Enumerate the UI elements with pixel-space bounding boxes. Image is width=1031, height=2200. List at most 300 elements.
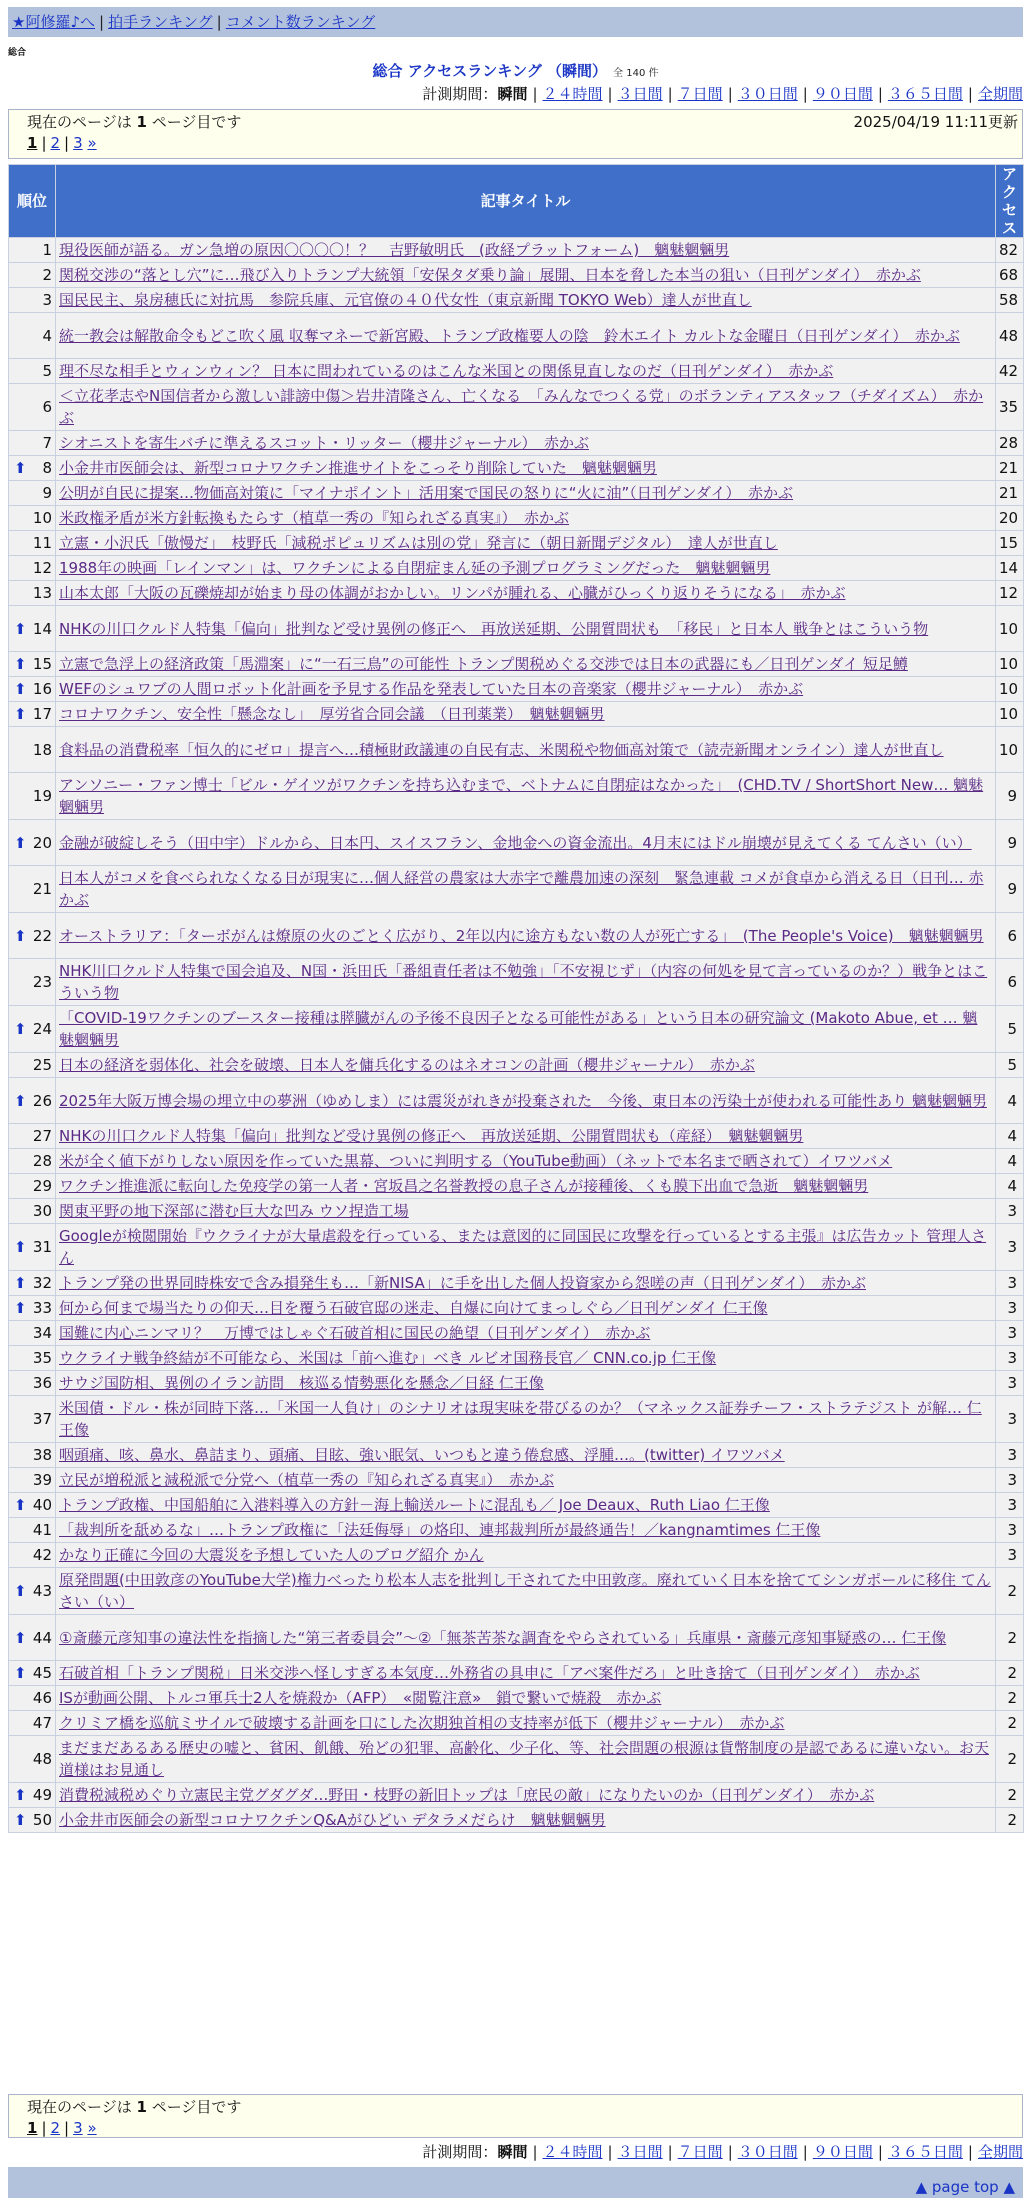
rank-number: 36 xyxy=(32,1374,52,1392)
table-row xyxy=(9,1783,1024,1808)
page-title: 総合 アクセスランキング （瞬間） xyxy=(372,62,608,80)
page-top-bar xyxy=(8,2167,1023,2198)
table-row xyxy=(9,1396,1024,1443)
rank-cell xyxy=(9,1224,56,1271)
rank-cell xyxy=(9,1783,56,1808)
rank-number: 10 xyxy=(32,509,52,527)
rank-cell xyxy=(9,820,56,866)
rank-cell xyxy=(9,1661,56,1686)
table-row xyxy=(9,1736,1024,1783)
access-count: 68 xyxy=(996,263,1024,288)
title-cell xyxy=(56,1468,996,1493)
rank-cell xyxy=(9,1346,56,1371)
access-count: 3 xyxy=(996,1296,1024,1321)
rank-cell xyxy=(9,677,56,702)
period-separator: | xyxy=(727,2143,733,2161)
page-links xyxy=(27,134,1022,152)
current-page-text xyxy=(27,2098,1022,2116)
table-row xyxy=(9,1661,1024,1686)
article-title-link[interactable]: 国難に内心ニンマリ？ 万博ではしゃぐ石破首相に国民の絶望（日刊ゲンダイ） 赤かぶ xyxy=(59,1324,651,1342)
title-cell xyxy=(56,702,996,727)
rank-number: 17 xyxy=(32,705,52,723)
page-link[interactable]: 3 xyxy=(73,134,83,152)
table-row xyxy=(9,288,1024,313)
title-cell xyxy=(56,481,996,506)
period-separator: | xyxy=(967,2143,973,2161)
period-option-link[interactable]: ３０日間 xyxy=(737,85,798,103)
rank-column-header: 順位 xyxy=(9,165,56,238)
table-row xyxy=(9,866,1024,913)
table-row xyxy=(9,313,1024,359)
access-count: 9 xyxy=(996,820,1024,866)
article-title-link[interactable]: ワクチン推進派に転向した免疫学の第一人者・宮坂昌之名誉教授の息子さんが接種後、くも膜下出血で急逝 魑魅魍魎男 xyxy=(59,1177,869,1195)
title-cell xyxy=(56,531,996,556)
rank-number: 45 xyxy=(32,1664,52,1682)
rank-cell xyxy=(9,1053,56,1078)
rank-cell xyxy=(9,1396,56,1443)
rank-cell xyxy=(9,1736,56,1783)
period-option-link[interactable]: ３日間 xyxy=(617,2143,663,2161)
rank-number: 12 xyxy=(32,559,52,577)
article-title-link[interactable]: コロナワクチン、安全性「懸念なし」 厚労省合同会議 （日刊薬業） 魑魅魍魎男 xyxy=(59,705,605,723)
access-count: 35 xyxy=(996,384,1024,431)
access-count: 10 xyxy=(996,652,1024,677)
article-title-link[interactable]: WEFのシュワブの人間ロボット化計画を予見する作品を発表していた日本の音楽家（櫻井ジャーナル） 赤かぶ xyxy=(59,680,804,698)
access-count: 48 xyxy=(996,313,1024,359)
rank-cell xyxy=(9,866,56,913)
article-title-link[interactable]: 何から何まで場当たりの仰天…目を覆う石破官邸の迷走、自爆に向けてまっしぐら／日刊ゲンダイ 仁王像 xyxy=(59,1299,768,1317)
article-title-link[interactable]: トランプ発の世界同時株安で含み損発生も…「新NISA」に手を出した個人投資家から怨嗟の声（日刊ゲンダイ） 赤かぶ xyxy=(59,1274,867,1292)
rank-number: 39 xyxy=(32,1471,52,1489)
table-row xyxy=(9,431,1024,456)
article-title-link[interactable]: 2025年大阪万博会場の埋立中の夢洲（ゆめしま）には震災がれきが投棄された 今後、東日本の汚染土が使われる可能性あり 魑魅魍魎男 xyxy=(59,1091,987,1110)
rank-number: 24 xyxy=(32,1020,52,1038)
rank-cell xyxy=(9,1686,56,1711)
rank-cell xyxy=(9,1078,56,1124)
current-page-suffix: ページ目です xyxy=(151,113,242,131)
rank-cell xyxy=(9,238,56,263)
article-title-link[interactable]: 理不尽な相手とウィンウィン？ 日本に問われているのはこんな米国との関係見直しなのだ（日刊ゲンダイ） 赤かぶ xyxy=(59,362,834,380)
rank-number: 41 xyxy=(32,1521,52,1539)
access-count: 20 xyxy=(996,506,1024,531)
current-page-prefix: 現在のページは xyxy=(27,2098,132,2116)
article-title-link[interactable]: 統一教会は解散命令もどこ吹く風 収奪マネーで新宮殿、トランプ政権要人の陰 鈴木エイト カルトな金曜日（日刊ゲンダイ） 赤かぶ xyxy=(59,326,960,345)
access-count: 82 xyxy=(996,238,1024,263)
table-row xyxy=(9,1124,1024,1149)
access-count: 42 xyxy=(996,359,1024,384)
table-row xyxy=(9,456,1024,481)
article-title-link[interactable]: 米政権矛盾が米方針転換もたらす（植草一秀の『知られざる真実』） 赤かぶ xyxy=(59,509,570,527)
title-cell xyxy=(56,1493,996,1518)
title-cell xyxy=(56,1296,996,1321)
rank-number: 11 xyxy=(32,534,52,552)
current-page-suffix: ページ目です xyxy=(151,2098,242,2116)
rank-cell xyxy=(9,652,56,677)
access-count: 3 xyxy=(996,1199,1024,1224)
rank-up-arrow-icon: ⬆ xyxy=(14,1786,27,1804)
page-link[interactable]: 1 xyxy=(27,134,38,152)
rank-up-arrow-icon: ⬆ xyxy=(14,1582,27,1600)
period-separator: | xyxy=(667,85,673,103)
title-cell xyxy=(56,677,996,702)
table-row xyxy=(9,727,1024,773)
article-title-link[interactable]: 「裁判所を舐めるな」…トランプ政権に「法廷侮辱」の烙印、連邦裁判所が最終通告！／kangnamtimes 仁王像 xyxy=(59,1521,821,1539)
table-row xyxy=(9,677,1024,702)
access-count: 3 xyxy=(996,1346,1024,1371)
access-count: 4 xyxy=(996,1078,1024,1124)
article-title-link[interactable]: 原発問題(中田敦彦のYouTube大学)権力べったり松本人志を批判し干されてた中田敦彦。廃れていく日本を捨ててシンガポールに移住 てんさい（い） xyxy=(59,1571,991,1611)
rank-number: 34 xyxy=(32,1324,52,1342)
access-count: 10 xyxy=(996,606,1024,652)
table-row xyxy=(9,481,1024,506)
article-title-link[interactable]: 立憲で急浮上の経済政策「馬淵案」に“一石三鳥”の可能性 トランプ関税めぐる交渉では日本の武器にも／日刊ゲンダイ 短足鱒 xyxy=(59,655,908,673)
period-selector-bottom xyxy=(422,2143,1023,2161)
rank-up-arrow-icon: ⬆ xyxy=(14,1299,27,1317)
article-title-link[interactable]: 「COVID-19ワクチンのブースター接種は膵臓がんの予後不良因子となる可能性がある」という日本の研究論文 (Makoto Abue, et … 魑魅魍魎男 xyxy=(59,1009,978,1049)
rank-number: 6 xyxy=(42,398,52,416)
article-title-link[interactable]: 消費税減税めぐり立憲民主党グダグダ…野田・枝野の新旧トップは「庶民の敵」になりたいのか（日刊ゲンダイ） 赤かぶ xyxy=(59,1786,875,1804)
rank-up-arrow-icon: ⬆ xyxy=(14,459,27,477)
rank-cell xyxy=(9,456,56,481)
rank-up-arrow-icon: ⬆ xyxy=(14,1091,27,1110)
period-separator: | xyxy=(607,2143,613,2161)
rank-number: 4 xyxy=(42,326,52,345)
next-page-link[interactable]: » xyxy=(87,2119,97,2137)
rank-up-arrow-icon: ⬆ xyxy=(14,619,27,638)
current-page-number: 1 xyxy=(136,2098,147,2116)
access-column-header: アクセス xyxy=(996,165,1024,238)
rank-number: 7 xyxy=(42,434,52,452)
title-cell xyxy=(56,1808,996,1833)
table-row xyxy=(9,1808,1024,1833)
period-option-link[interactable]: ３６５日間 xyxy=(887,85,963,103)
period-option-link[interactable]: ３６５日間 xyxy=(887,2143,963,2161)
period-current: 瞬間 xyxy=(497,85,528,103)
article-title-link[interactable]: 小金井市医師会は、新型コロナワクチン推進サイトをこっそり削除していた 魑魅魍魎男 xyxy=(59,459,657,477)
rank-cell xyxy=(9,1518,56,1543)
rank-number: 44 xyxy=(32,1628,52,1647)
page-link[interactable]: 3 xyxy=(73,2119,83,2137)
title-cell xyxy=(56,1174,996,1199)
article-title-link[interactable]: 1988年の映画「レインマン」は、ワクチンによる自閉症まん延の予測プログラミングだった 魑魅魍魎男 xyxy=(59,559,771,577)
article-title-link[interactable]: 公明が自民に提案…物価高対策に「マイナポイント」活用案で国民の怒りに“火に油”（日刊ゲンダイ） 赤かぶ xyxy=(59,484,794,502)
rank-number: 21 xyxy=(32,880,52,898)
rank-up-arrow-icon: ⬆ xyxy=(14,1238,27,1256)
access-count: 3 xyxy=(996,1271,1024,1296)
article-title-link[interactable]: オーストラリア：「ターボがんは燎原の火のごとく広がり、2年以内に途方もない数の人が死亡する」 (The People's Voice) 魑魅魍魎男 xyxy=(59,926,984,945)
page-separator: | xyxy=(41,134,47,152)
article-title-link[interactable]: 立民が増税派と減税派で分党へ（植草一秀の『知られざる真実』） 赤かぶ xyxy=(59,1471,555,1489)
rank-cell xyxy=(9,313,56,359)
title-cell xyxy=(56,1661,996,1686)
article-title-link[interactable]: サウジ国防相、異例のイラン訪問 核巡る情勢悪化を懸念／日経 仁王像 xyxy=(59,1374,544,1392)
period-option-link[interactable]: ２４時間 xyxy=(542,2143,603,2161)
article-title-link[interactable]: 国民民主、泉房穂氏に対抗馬 参院兵庫、元官僚の４０代女性（東京新聞 TOKYO Web）達人が世直し xyxy=(59,291,752,309)
period-option-link[interactable]: ３０日間 xyxy=(737,2143,798,2161)
table-row xyxy=(9,1615,1024,1661)
period-option-link[interactable]: 全期間 xyxy=(977,2143,1023,2161)
rank-up-arrow-icon: ⬆ xyxy=(14,926,27,945)
rank-number: 19 xyxy=(32,787,52,805)
period-option-link[interactable]: ７日間 xyxy=(677,85,723,103)
rank-up-arrow-icon: ⬆ xyxy=(14,1811,27,1829)
access-count: 3 xyxy=(996,1493,1024,1518)
title-cell xyxy=(56,1396,996,1443)
rank-cell xyxy=(9,531,56,556)
table-row xyxy=(9,1199,1024,1224)
title-cell xyxy=(56,1224,996,1271)
access-count: 3 xyxy=(996,1371,1024,1396)
period-label: 計測期間： xyxy=(422,85,498,103)
rank-cell xyxy=(9,1711,56,1736)
comment-ranking-link[interactable]: コメント数ランキング xyxy=(225,13,376,31)
access-count: 2 xyxy=(996,1568,1024,1615)
article-title-link[interactable]: ウクライナ戦争終結が不可能なら、米国は「前へ進む」べき ルビオ国務長官／ CNN.co.jp 仁王像 xyxy=(59,1349,717,1367)
title-cell xyxy=(56,313,996,359)
title-cell xyxy=(56,1321,996,1346)
article-title-link[interactable]: 現役医師が語る。ガン急増の原因〇〇〇〇！？ 吉野敏明氏 (政経プラットフォーム) 魑魅魍魎男 xyxy=(59,241,730,259)
rank-number: 47 xyxy=(32,1714,52,1732)
page-title-block xyxy=(0,62,1031,83)
page-separator: | xyxy=(64,134,70,152)
rank-number: 25 xyxy=(32,1056,52,1074)
article-title-link[interactable]: 食料品の消費税率「恒久的にゼロ」提言へ…積極財政議連の自民有志、米関税や物価高対策で（読売新聞オンライン）達人が世直し xyxy=(59,740,944,759)
rank-number: 30 xyxy=(32,1202,52,1220)
title-cell xyxy=(56,238,996,263)
rank-cell xyxy=(9,702,56,727)
title-cell xyxy=(56,1783,996,1808)
title-cell xyxy=(56,773,996,820)
rank-up-arrow-icon: ⬆ xyxy=(14,1020,27,1038)
access-count: 4 xyxy=(996,1149,1024,1174)
rank-cell xyxy=(9,1371,56,1396)
article-title-link[interactable]: NHKの川口クルド人特集「偏向」批判など受け異例の修正へ 再放送延期、公開質問状も 「移民」と日本人 戦争とはこういう物 xyxy=(59,619,929,638)
article-title-link[interactable]: ＜立花孝志やN国信者から激しい誹謗中傷＞岩井清隆さん、亡くなる 「みんなでつくる党」のボランティアスタッフ（チダイズム） 赤かぶ xyxy=(59,387,984,427)
period-option-link[interactable]: 全期間 xyxy=(977,85,1023,103)
ranking-rows xyxy=(9,238,1024,1833)
rank-up-arrow-icon: ⬆ xyxy=(14,705,27,723)
title-cell xyxy=(56,1686,996,1711)
access-count: 9 xyxy=(996,866,1024,913)
table-row xyxy=(9,1493,1024,1518)
updated-timestamp: 2025/04/19 11:11更新 xyxy=(853,113,1018,131)
access-count: 15 xyxy=(996,531,1024,556)
article-title-link[interactable]: かなり正確に今回の大震災を予想していた人のブログ紹介 かん xyxy=(59,1546,484,1564)
rank-up-arrow-icon: ⬆ xyxy=(14,1274,27,1292)
rank-number: 14 xyxy=(32,619,52,638)
title-cell xyxy=(56,581,996,606)
article-title-link[interactable]: 山本太郎「大阪の瓦礫焼却が始まり母の体調がおかしい。リンパが腫れる、心臓がひっくり返りそうになる」 赤かぶ xyxy=(59,584,846,602)
rank-number: 42 xyxy=(32,1546,52,1564)
article-title-link[interactable]: 日本人がコメを食べられなくなる日が現実に…個人経営の農家は大赤字で離農加速の深刻 緊急連載 コメが食卓から消える日（日刊… 赤かぶ xyxy=(59,869,984,909)
rank-cell xyxy=(9,288,56,313)
article-title-link[interactable]: シオニストを寄生バチに準えるスコット・リッター（櫻井ジャーナル） 赤かぶ xyxy=(59,434,589,452)
article-title-link[interactable]: まだまだあるある歴史の嘘と、貧困、飢餓、殆どの犯罪、高齢化、少子化、等、社会問題の根源は貨幣制度の是認であるに違いない。お天道様はお見通し xyxy=(59,1739,990,1779)
page-link[interactable]: 2 xyxy=(50,134,61,152)
rank-cell xyxy=(9,1271,56,1296)
page-separator: | xyxy=(64,2119,70,2137)
access-count: 6 xyxy=(996,959,1024,1006)
rank-number: 48 xyxy=(32,1750,52,1768)
title-cell xyxy=(56,606,996,652)
table-row xyxy=(9,1224,1024,1271)
title-column-header: 記事タイトル xyxy=(56,165,996,238)
title-cell xyxy=(56,1271,996,1296)
table-row xyxy=(9,1371,1024,1396)
article-title-link[interactable]: 咽頭痛、咳、鼻水、鼻詰まり、頭痛、目眩、強い眠気、いつもと違う倦怠感、浮腫…。(twitter) イワツバメ xyxy=(59,1446,785,1464)
rank-cell xyxy=(9,1443,56,1468)
rank-cell xyxy=(9,263,56,288)
rank-number: 31 xyxy=(32,1238,52,1256)
table-row xyxy=(9,1711,1024,1736)
access-count: 2 xyxy=(996,1686,1024,1711)
period-option-link[interactable]: ９０日間 xyxy=(812,2143,873,2161)
period-separator: | xyxy=(802,2143,808,2161)
rank-number: 5 xyxy=(42,362,52,380)
rank-up-arrow-icon: ⬆ xyxy=(14,1664,27,1682)
rank-cell xyxy=(9,506,56,531)
article-title-link[interactable]: NHKの川口クルド人特集「偏向」批判など受け異例の修正へ 再放送延期、公開質問状も（産経） 魑魅魍魎男 xyxy=(59,1127,804,1145)
table-row xyxy=(9,359,1024,384)
table-row xyxy=(9,606,1024,652)
title-cell xyxy=(56,1711,996,1736)
title-cell xyxy=(56,506,996,531)
table-row xyxy=(9,1568,1024,1615)
rank-cell xyxy=(9,431,56,456)
pager-top xyxy=(8,109,1023,159)
rank-number: 16 xyxy=(32,680,52,698)
rank-cell xyxy=(9,727,56,773)
page-separator: | xyxy=(41,2119,47,2137)
article-title-link[interactable]: 関東平野の地下深部に潜む巨大な凹み ウソ捏造工場 xyxy=(59,1202,409,1220)
table-row xyxy=(9,1321,1024,1346)
rank-number: 43 xyxy=(32,1582,52,1600)
access-count: 3 xyxy=(996,1443,1024,1468)
table-row xyxy=(9,506,1024,531)
period-option-link[interactable]: ２４時間 xyxy=(542,85,603,103)
access-count: 3 xyxy=(996,1543,1024,1568)
period-option-link[interactable]: ９０日間 xyxy=(812,85,873,103)
title-cell xyxy=(56,1443,996,1468)
access-count: 4 xyxy=(996,1124,1024,1149)
rank-cell xyxy=(9,1296,56,1321)
table-row xyxy=(9,1174,1024,1199)
period-option-link[interactable]: ７日間 xyxy=(677,2143,723,2161)
title-cell xyxy=(56,1149,996,1174)
rank-number: 33 xyxy=(32,1299,52,1317)
title-cell xyxy=(56,384,996,431)
rank-number: 49 xyxy=(32,1786,52,1804)
rank-cell xyxy=(9,1493,56,1518)
access-count: 3 xyxy=(996,1396,1024,1443)
article-title-link[interactable]: Googleが検閲開始『ウクライナが大量虐殺を行っている、または意図的に同国民に攻撃を行っているとする主張』は広告カット 管理人さん xyxy=(59,1227,987,1267)
table-row xyxy=(9,238,1024,263)
rank-cell xyxy=(9,581,56,606)
next-page-link[interactable]: » xyxy=(87,134,97,152)
rank-cell xyxy=(9,1615,56,1661)
title-cell xyxy=(56,959,996,1006)
article-title-link[interactable]: 石破首相「トランプ関税」日米交渉へ怪しすぎる本気度…外務省の具申に「アベ案件だろ」と吐き捨て（日刊ゲンダイ） 赤かぶ xyxy=(59,1664,920,1682)
rank-cell xyxy=(9,359,56,384)
title-cell xyxy=(56,1543,996,1568)
title-cell xyxy=(56,1346,996,1371)
page-top-link[interactable]: ▲ page top ▲ xyxy=(915,2178,1015,2196)
rank-up-arrow-icon: ⬆ xyxy=(14,833,27,852)
access-count: 3 xyxy=(996,1321,1024,1346)
rank-up-arrow-icon: ⬆ xyxy=(14,1628,27,1647)
title-cell xyxy=(56,652,996,677)
table-row xyxy=(9,1543,1024,1568)
article-title-link[interactable]: ISが動画公開、トルコ軍兵士2人を焼殺か（AFP） «閲覧注意» 鎖で繋いで焼殺 赤かぶ xyxy=(59,1689,662,1707)
table-row xyxy=(9,652,1024,677)
page-link[interactable]: 1 xyxy=(27,2119,38,2137)
rank-up-arrow-icon: ⬆ xyxy=(14,655,27,673)
title-cell xyxy=(56,263,996,288)
article-title-link[interactable]: 米国債・ドル・株が同時下落…「米国一人負け」のシナリオは現実味を帯びるのか？（マネックス証券チーフ・ストラテジスト が解… 仁王像 xyxy=(59,1399,982,1439)
period-separator: | xyxy=(667,2143,673,2161)
rank-number: 9 xyxy=(42,484,52,502)
applause-ranking-link[interactable]: 拍手ランキング xyxy=(108,13,213,31)
title-cell xyxy=(56,913,996,959)
rank-cell xyxy=(9,959,56,1006)
title-cell xyxy=(56,359,996,384)
table-row xyxy=(9,773,1024,820)
article-title-link[interactable]: ①斎藤元彦知事の違法性を指摘した“第三者委員会”～②「無茶苦茶な調査をやらされている」兵庫県・斎藤元彦知事疑惑の… 仁王像 xyxy=(59,1628,947,1647)
period-separator: | xyxy=(877,85,883,103)
article-title-link[interactable]: 米が全く値下がりしない原因を作っていた黒幕、ついに判明する（YouTube動画）（ネットで本名まで晒されて）イワツバメ xyxy=(59,1152,893,1170)
table-row xyxy=(9,1296,1024,1321)
rank-up-arrow-icon: ⬆ xyxy=(14,1496,27,1514)
page-link[interactable]: 2 xyxy=(50,2119,61,2137)
rank-cell xyxy=(9,1568,56,1615)
article-title-link[interactable]: トランプ政権、中国船舶に入港料導入の方針－海上輸送ルートに混乱も／ Joe Deaux、Ruth Liao 仁王像 xyxy=(59,1496,770,1514)
pager-bottom xyxy=(8,2094,1023,2138)
rank-up-arrow-icon: ⬆ xyxy=(14,680,27,698)
rank-cell xyxy=(9,556,56,581)
access-count: 14 xyxy=(996,556,1024,581)
article-title-link[interactable]: 立憲・小沢氏「傲慢だ」 枝野氏「減税ポピュリズムは別の党」発言に（朝日新聞デジタル） 達人が世直し xyxy=(59,534,778,552)
rank-number: 23 xyxy=(32,973,52,991)
rank-number: 37 xyxy=(32,1410,52,1428)
access-count: 10 xyxy=(996,727,1024,773)
rank-cell xyxy=(9,773,56,820)
article-title-link[interactable]: NHK川口クルド人特集で国会追及、N国・浜田氏「番組責任者は不勉強」「不安視じず」（内容の何処を見て言っているのか？）戦争とはこういう物 xyxy=(59,962,988,1002)
article-title-link[interactable]: 小金井市医師会の新型コロナワクチンQ&Aがひどい デタラメだらけ 魑魅魍魎男 xyxy=(59,1811,606,1829)
table-row xyxy=(9,1686,1024,1711)
access-count: 3 xyxy=(996,1518,1024,1543)
title-cell xyxy=(56,1371,996,1396)
table-row xyxy=(9,581,1024,606)
home-link[interactable]: ★阿修羅♪へ xyxy=(12,13,96,31)
rank-number: 32 xyxy=(32,1274,52,1292)
article-title-link[interactable]: 金融が破綻しそう（田中宇）ドルから、日本円、スイスフラン、金地金への資金流出。4月末にはドル崩壊が見えてくる てんさい（い） xyxy=(59,833,972,852)
article-title-link[interactable]: 日本の経済を弱体化、社会を破壊、日本人を傭兵化するのはネオコンの計画（櫻井ジャーナル） 赤かぶ xyxy=(59,1056,755,1074)
article-title-link[interactable]: アンソニー・ファン博士「ビル・ゲイツがワクチンを持ち込むまで、ベトナムに自閉症はなかった」 (CHD.TV / ShortShort New… 魑魅魍魎男 xyxy=(59,776,984,816)
period-option-link[interactable]: ３日間 xyxy=(617,85,663,103)
access-count: 2 xyxy=(996,1808,1024,1833)
title-cell xyxy=(56,1078,996,1124)
rank-number: 18 xyxy=(32,740,52,759)
access-count: 5 xyxy=(996,1006,1024,1053)
table-row xyxy=(9,820,1024,866)
table-row xyxy=(9,1053,1024,1078)
period-separator: | xyxy=(607,85,613,103)
article-title-link[interactable]: クリミア橋を巡航ミサイルで破壊する計画を口にした次期独首相の支持率が低下（櫻井ジャーナル） 赤かぶ xyxy=(59,1714,785,1732)
access-count: 10 xyxy=(996,702,1024,727)
article-title-link[interactable]: 関税交渉の“落とし穴”に…飛び入りトランプ大統領「安保タダ乗り論」展開、日本を脅した本当の狙い（日刊ゲンダイ） 赤かぶ xyxy=(59,266,921,284)
rank-cell xyxy=(9,1199,56,1224)
title-cell xyxy=(56,1568,996,1615)
